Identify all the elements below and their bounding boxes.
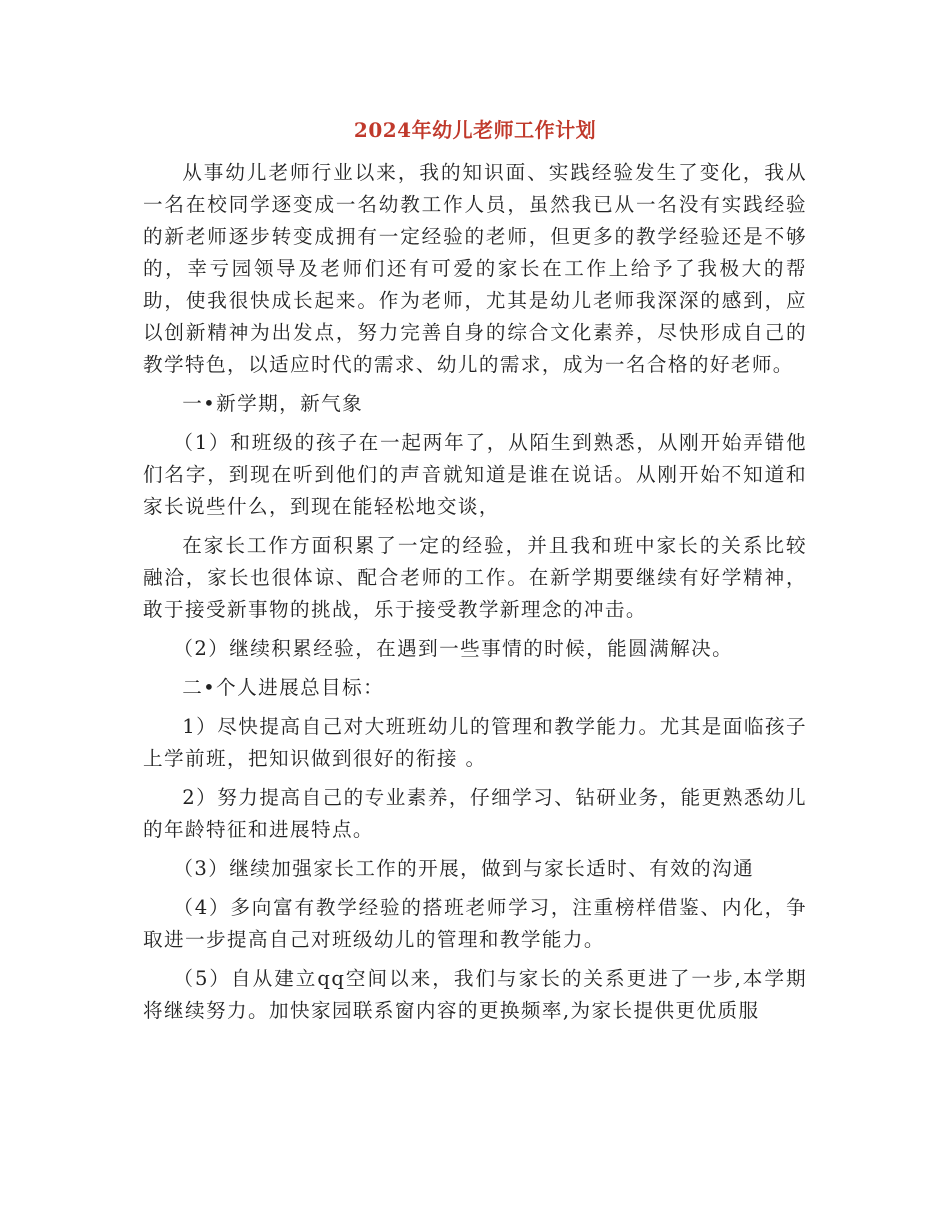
paragraph-intro: 从事幼儿老师行业以来，我的知识面、实践经验发生了变化，我从一名在校同学逐变成一名幼教工作人员，虽然我已从一名没有实践经验的新老师逐步转变成拥有一定经验的老师，但更多的教学经验还是不够的，幸亏园领导及老师们还有可爱的家长在工作上给予了我极大的帮助，使我很快成长起来。作为老师，尤其是幼儿老师我深深的感到，应以创新精神为出发点，努力完善自身的综合文化素养，尽快形成自己的教学特色，以适应时代的需求、幼儿的需求，成为一名合格的好老师。 <box>143 161 807 376</box>
paragraph-item-1: （1）和班级的孩子在一起两年了，从陌生到熟悉，从刚开始弄错他们名字，到现在听到他们的声音就知道是谁在说话。从刚开始不知道和家长说些什么，到现在能轻松地交谈， <box>143 431 807 518</box>
goal-item-4: （4）多向富有教学经验的搭班老师学习，注重榜样借鉴、内化，争取进一步提高自己对班级幼儿的管理和教学能力。 <box>143 896 807 951</box>
goal-item-1: 1）尽快提高自己对大班班幼儿的管理和教学能力。尤其是面临孩子上学前班，把知识做到很好的衔接 。 <box>143 715 807 770</box>
document-body <box>143 157 807 1034</box>
section-heading-1: 一•新学期，新气象 <box>182 392 364 415</box>
goal-item-2: 2）努力提高自己的专业素养，仔细学习、钻研业务，能更熟悉幼儿的年龄特征和进展特点。 <box>143 786 807 841</box>
paragraph-item-2: （2）继续积累经验，在遇到一些事情的时候，能圆满解决。 <box>173 637 734 660</box>
document-title: 2024年幼儿老师工作计划 <box>353 118 597 142</box>
paragraph-parents-work: 在家长工作方面积累了一定的经验，并且我和班中家长的关系比较融洽，家长也很体谅、配合老师的工作。在新学期要继续有好学精神，敢于接受新事物的挑战，乐于接受教学新理念的冲击。 <box>143 534 807 621</box>
section-heading-2: 二•个人进展总目标： <box>182 676 385 699</box>
goal-item-5: （5）自从建立qq空间以来，我们与家长的关系更进了一步,本学期将继续努力。加快家园联系窗内容的更换频率,为家长提供更优质服 <box>143 967 807 1022</box>
goal-item-3: （3）继续加强家长工作的开展，做到与家长适时、有效的沟通 <box>173 857 755 880</box>
